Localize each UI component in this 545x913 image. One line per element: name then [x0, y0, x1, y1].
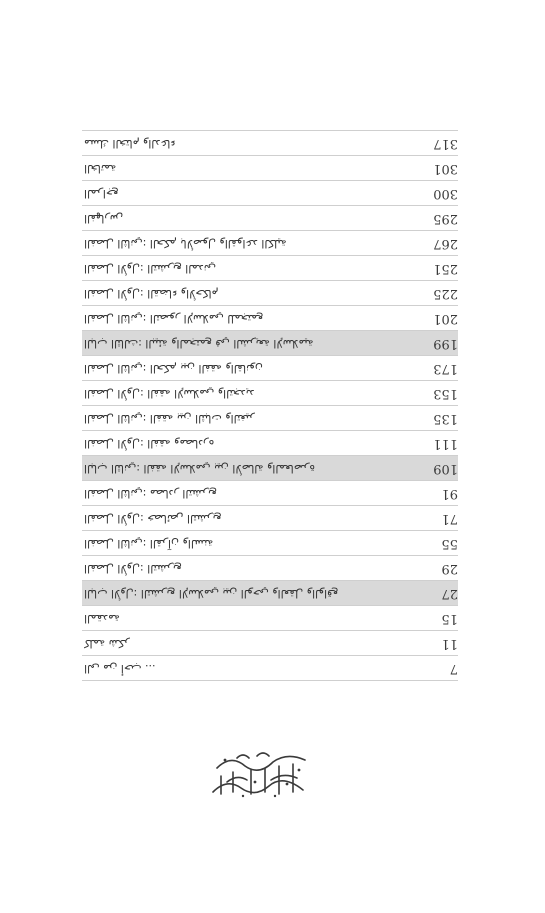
toc-row [82, 206, 458, 231]
toc-page-number: 109 [433, 461, 458, 476]
table-of-contents [82, 130, 458, 681]
toc-page-number: 15 [441, 611, 458, 626]
toc-entry-title: الباب الأول: التشريع الإسلامي بين الوحي والعقل والواقع [84, 587, 339, 600]
toc-row [82, 631, 458, 656]
toc-entry-title: مسك الختام والدعاء [84, 137, 176, 150]
toc-row [82, 556, 458, 581]
toc-entry-title: الفصل الثاني: القرآن والسنة [84, 537, 214, 550]
toc-entry-title: الفصل الثاني: الحكم بين الفقه والقانون [84, 362, 263, 375]
toc-entry-title: الفصل الأول: التشريع [84, 562, 182, 575]
toc-row [82, 381, 458, 406]
toc-page-number: 301 [433, 161, 458, 176]
toc-row [82, 156, 458, 181]
toc-row [82, 281, 458, 306]
toc-row [82, 181, 458, 206]
toc-row [82, 131, 458, 156]
toc-entry-title: الفصل الأول: التشريع المدني [84, 262, 216, 275]
toc-page-number: 11 [441, 636, 458, 651]
toc-page-number: 55 [441, 536, 458, 551]
toc-entry-title: الفصل الثاني: الحكم بالأصول والقواعد الكلية [84, 237, 287, 250]
toc-entry-title: الخاتمة [84, 162, 117, 175]
toc-row [82, 481, 458, 506]
toc-row [82, 306, 458, 331]
toc-entry-title: كلمة شكر [84, 637, 130, 650]
toc-row [82, 431, 458, 456]
toc-page-number: 267 [433, 236, 458, 251]
toc-entry-title: الفهارس [84, 212, 124, 225]
toc-entry-title: الفصل الأول: الفقه ومصادره [84, 437, 215, 450]
toc-row [82, 531, 458, 556]
toc-page-number: 199 [433, 336, 458, 351]
toc-page-number: 173 [433, 361, 458, 376]
toc-row [82, 606, 458, 631]
toc-entry-title: المراجع [84, 187, 119, 200]
toc-page-number: 225 [433, 286, 458, 301]
toc-entry-title: الباب الثاني: الفقه الإسلامي بين الأصالة والمعاصرة [84, 462, 315, 475]
toc-page-number: 295 [433, 211, 458, 226]
toc-page-number: 91 [441, 486, 458, 501]
toc-page-number: 29 [441, 561, 458, 576]
toc-page-number: 7 [449, 661, 458, 676]
toc-entry-title: ... الى من أحب [84, 662, 156, 675]
toc-page-number: 135 [433, 411, 458, 426]
toc-page-number: 201 [433, 311, 458, 326]
toc-page-number: 317 [433, 136, 458, 151]
toc-entry-title: الفصل الثاني: مصادر التشريع [84, 487, 217, 500]
toc-row [82, 406, 458, 431]
toc-row [82, 356, 458, 381]
toc-entry-title: الفصل الأول: القضاء والأحكام [84, 287, 219, 300]
toc-entry-title: الفصل الثاني: الفقه بين الثبات والتغير [84, 412, 256, 425]
toc-page-number: 111 [433, 436, 458, 451]
toc-row [82, 456, 458, 481]
toc-page-number: 71 [441, 511, 458, 526]
toc-entry-title: المقدمة [84, 612, 120, 625]
toc-page-number: 300 [433, 186, 458, 201]
toc-row [82, 256, 458, 281]
toc-row [82, 331, 458, 356]
toc-page-number: 153 [433, 386, 458, 401]
toc-page-number: 251 [433, 261, 458, 276]
toc-row [82, 506, 458, 531]
calligraphy-ornament [207, 748, 317, 800]
toc-row [82, 656, 458, 681]
toc-entry-title: الفصل الأول: خصائص التشريع [84, 512, 222, 525]
toc-row [82, 231, 458, 256]
toc-entry-title: الفصل الثاني: التصور الإسلامي للمجتمع [84, 312, 264, 325]
toc-page-number: 27 [441, 586, 458, 601]
toc-entry-title: الباب الثالث: البيئة والمجتمع في الشريعة الإسلامية [84, 337, 314, 350]
toc-entry-title: الفصل الأول: الفقه الإسلامي والتجديد [84, 387, 255, 400]
toc-row [82, 581, 458, 606]
